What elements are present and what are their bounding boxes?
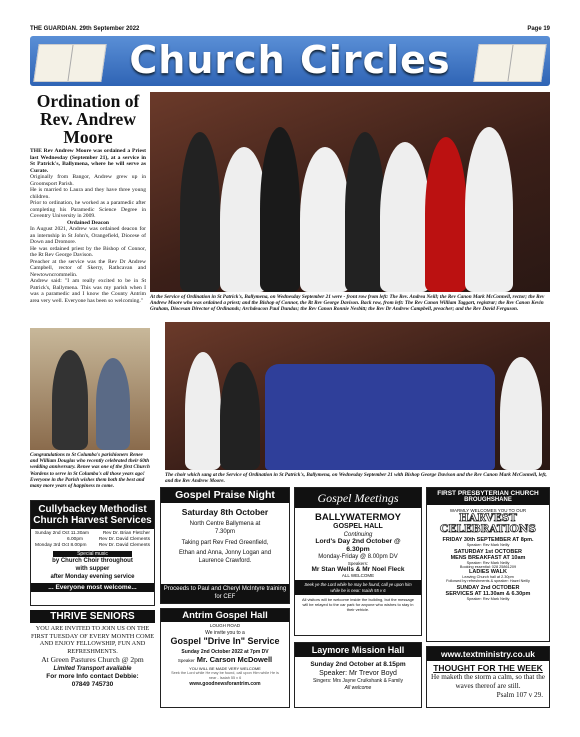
fpc-saturday: SATURDAY 1st OCTOBER [454,549,522,555]
article-paragraph: Andrew said: "I am really excited to be in St Patrick's, Ballymena. This was my parish when I was a paramedic and I know the County Antrim area very well. Everyone has been so welcoming." [30,278,146,304]
supper-note: with supper [75,566,110,572]
antrim-invite: We invite you to a [205,630,245,636]
headline-line: Moore [63,127,113,147]
laymore-title: Laymore Mission Hall [295,643,421,657]
meetings-verse: Seek ye the Lord while he may be found, call ye upon him while he is near: Isaiah 55 v 6 [295,580,421,595]
article-paragraph: He is married to Laura and they have three young children. [30,187,146,200]
praise-title: Gospel Praise Night [161,488,289,503]
article-subhead: Ordained Deacon [66,219,110,226]
thought-verse: He maketh the storm a calm, so that the waves thereof are still. [431,673,545,690]
cullybackey-ad [30,500,155,606]
fpc-ad [426,487,550,642]
fpc-title: FIRST PRESBYTERIAN CHURCH [437,490,539,497]
article-headline [30,92,146,146]
fpc-welcome: WARMLY WELCOMES YOU TO OUR [449,508,527,513]
fpc-breakfast: MENS BREAKFAST AT 10am [450,555,526,561]
banner-title: Church Circles [129,38,451,82]
antrim-ad [160,608,290,708]
fpc-services: SERVICES AT 11.30am & 6.30pm [445,591,531,597]
praise-venue: North Centre Ballymena at 7.30pm [189,521,261,535]
after-note: after Monday evening service [50,574,135,580]
cullybackey-title: Cullybackey Methodist Church Harvest Services [31,501,154,529]
fpc-location: BROUGHSHANE [464,497,512,503]
cullybackey-schedule: Sunday 2nd Oct 11.30am Rev Dr. Brian Fletcher 6.00pm Rev Dr. David Clements Monday 3rd Oct 8.00pm Rev Dr. David Clements [35,531,150,548]
antrim-website: www.goodnewsforantrim.com [189,681,261,687]
headline-line: Rev. Andrew [40,109,136,129]
textministry-ad [426,646,550,708]
meetings-weekdays: Monday-Friday @ 8.00pm DV [318,554,398,560]
article-paragraph: In August 2021, Andrew was ordained deacon for an internship in St John's, Orangefield, Diocese of Down and Dromore. [30,226,146,245]
fpc-ladies: LADIES WALK [469,569,507,575]
meetings-hall: BALLYWATERMOY [314,512,402,523]
praise-night-ad [160,487,290,604]
fpc-harvest: HARVEST CELEBRATIONS [440,512,536,535]
choir-note: by Church Choir throughout [52,558,133,564]
thrive-contact: For more Info contact Debbie: [46,673,139,681]
article-paragraph: Prior to ordination, he worked as a paramedic after completing his Paramedic Science Degree in Coventry University in 2009. [30,200,146,219]
welcome-bar: ... Everyone most welcome... [31,583,154,592]
laymore-speaker: Speaker: Mr Trevor Boyd [319,670,397,677]
article-paragraph: Preacher at the service was the Rev Dr Andrew Campbell, rector of Skerry, Rathcavan and Newtowncrommelin. [30,258,146,278]
meetings-title: Gospel Meetings [295,488,421,508]
ordination-photo [150,92,550,292]
meetings-speakers: Mr Stan Wells & Mr Noel Fleck [311,566,405,573]
choir-photo [165,322,550,470]
fpc-sunday: SUNDAY 2nd OCTOBER [456,585,520,591]
paper-date: THE GUARDIAN. 29th September 2022 [30,26,140,32]
fpc-leaving: Leaving Church hall at 2.30pm [462,575,514,579]
fpc-friday-speaker: Speaker: Rev Mark Neilly [466,543,510,547]
laymore-welcome: All welcome [344,685,372,691]
praise-date: Saturday 8th October [181,507,269,517]
couple-photo [30,328,150,450]
fpc-sun-speaker: Speaker: Rev Mark Neilly [466,597,510,601]
laymore-singers: Singers: Mrs Jayne Cruikshank & Family [312,678,404,684]
thrive-body: YOU ARE INVITED TO JOIN US ON THE FIRST TUESDAY OF EVERY MONTH COME AND ENJOY FELLOWSHIP, FUN AND REFRESHMENTS. [30,625,155,655]
antrim-welcome: YOU WILL BE MADE VERY WELCOME [189,666,261,671]
antrim-verse: Seek the Lord while He may be found, call upon Him while He is near - Isaiah 55 v 6 [171,671,279,680]
meetings-hall-sub: GOSPEL HALL [333,523,383,530]
page-number: Page 19 [527,26,550,32]
article-paragraph: He was ordained priest by the Bishop of Connor, the Rt Rev George Davison. [30,245,146,258]
meetings-continuing: Continuing [343,532,373,538]
thought-title: THOUGHT FOR THE WEEK [433,663,543,673]
article-body [30,148,146,316]
praise-proceeds: Proceeds to Paul and Cheryl McIntyre training for CEF [161,584,289,603]
choir-caption: The choir which sang at the Service of Ordination in St Patrick's, Ballymena, on Wednesday September 21 with Bishop George Davison and the Rev Canon Mark McConnell, left, and the Rev Andrew Moore. [165,472,547,484]
thrive-ad [30,610,155,706]
meetings-note: All visitors will be welcome inside the building, but the message will be relayed to the car park for anyone who wishes to stay in their vehicle. [301,597,415,612]
antrim-title: Antrim Gospel Hall [161,609,289,622]
textministry-url: www.textministry.co.uk [427,647,549,661]
thrive-title: THRIVE SENIORS [30,610,155,623]
laymore-ad [294,642,422,708]
speakers-label: Speakers: [347,561,369,566]
antrim-speaker: Mr. Carson McDowell [196,655,273,664]
headline-line: Ordination of [36,91,140,111]
fpc-friday: FRIDAY 30th SEPTEMBER AT 8pm. [442,537,534,543]
banner [30,36,550,86]
article-lead: THE Rev Andrew Moore was ordained a Priest last Wednesday (September 21), at a service in St Patrick's, Ballymena, where he will serve as Curate. [30,148,146,174]
meetings-date: Lord's Day 2nd October @ 6.30pm [315,538,401,553]
fpc-booking: Booking essential: 028 25861209 [459,565,517,569]
praise-names: Ethan and Anna, Jonny Logan and Laurence Crawford. [178,550,272,564]
thrive-phone: 07849 745730 [71,681,114,689]
thought-reference: Psalm 107 v 29. [496,691,543,699]
gospel-meetings-ad [294,487,422,636]
antrim-road: LOUGH ROAD [209,623,241,628]
ordination-caption: At the Service of Ordination in St Patrick's, Ballymena, on Wednesday September 21 were - front row from left: The Rev. Andrea Neill; the Rev Canon Mark McConnell, rector; the Rev Andrew Moore who was ordained a priest; and the Bishop of Connor, the Rt Rev George Davison. Back row, from left: The Rev Canon William Taggart, registrar; the Rev Canon Kevin Graham, Diocesan Director of Ordinands; Archdeacon Paul Dundas; the Rev Canon Ronnie Nesbitt; the Rev Dr Andrew Campbell, preacher; and the Rev David Ferguson. [150,294,545,312]
fpc-followed: Followed by refreshments & speaker: Hazel Neilly [446,579,530,583]
meetings-welcome: ALL WELCOME [341,573,375,578]
couple-caption: Congratulations to St Columba's parishioners Renee and William Douglas who recently celebrated their 60th wedding anniversary. Renee was one of the first Church Wardens to serve in St Columba's all those years ago! Everyone in the Parish wishes them both the best and many more years of happiness to come. [30,452,150,490]
thrive-place: At Green Pastures Church @ 2pm [41,655,144,665]
article-paragraph: Originally from Bangor, Andrew grew up in Groomsport Parish. [30,174,146,187]
speaker-label: Speaker [177,658,195,663]
fpc-sat-speaker: Speaker: Rev Mark Neilly [466,561,510,565]
special-music-label: Special music [53,551,132,557]
laymore-date: Sunday 2nd October at 8.15pm [310,661,406,668]
thrive-transport: Limited Transport available [53,666,132,673]
antrim-service: Gospel "Drive In" Service [170,636,280,646]
praise-part: Taking part Rev Fred Greenfield, [181,540,269,546]
antrim-date: Sunday 2nd October 2022 at 7pm DV [181,649,269,655]
